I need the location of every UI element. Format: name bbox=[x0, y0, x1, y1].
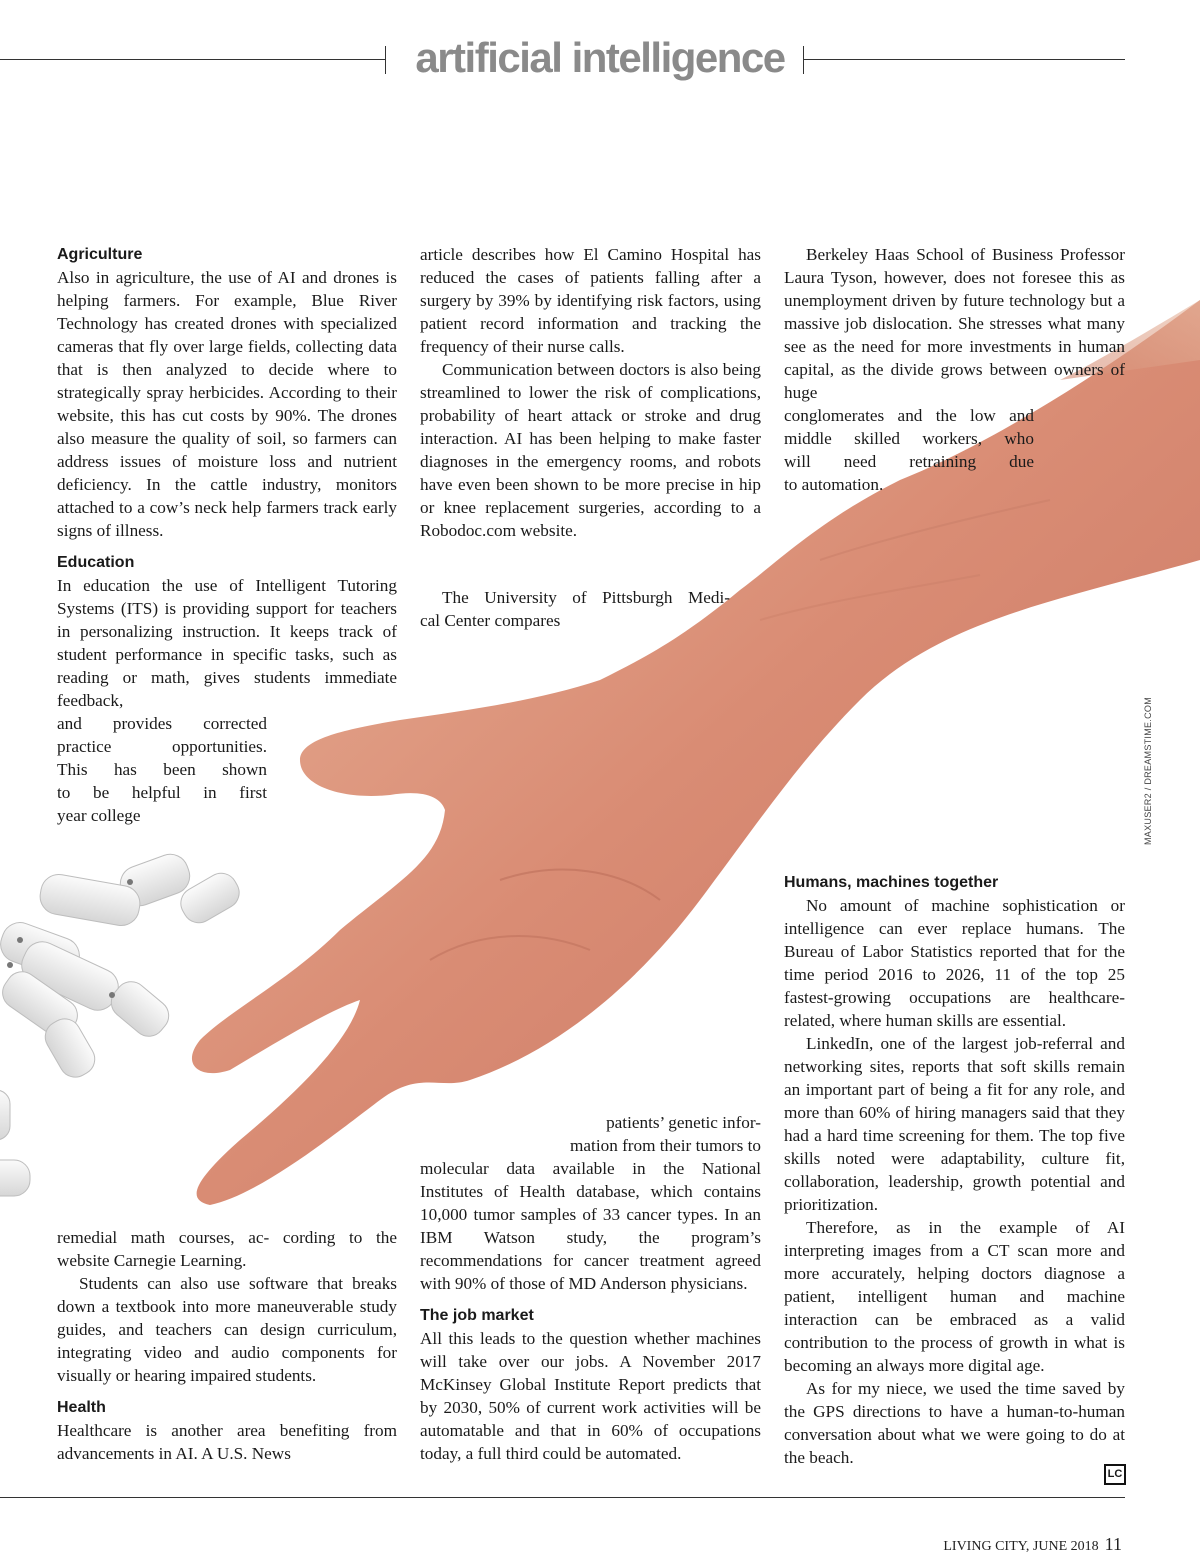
paragraph: Therefore, as in the example of AI interpreting images from a CT scan more and more accurately, helping doctors diagnose a patient, intelligent human and machine interaction can be embraced as a valid contribution to the process of growth in what is becoming an always more digital age. bbox=[784, 1218, 1125, 1375]
text-line: to automation. bbox=[784, 475, 884, 494]
subheading: The job market bbox=[420, 1307, 534, 1324]
column-2-mid-text bbox=[420, 1111, 761, 1157]
header-tick-right bbox=[803, 46, 804, 74]
text-line: conglomerates and the low and bbox=[784, 406, 1034, 425]
column-2-bottom bbox=[420, 1157, 761, 1465]
header-rule-left bbox=[0, 59, 385, 60]
text-line: year college bbox=[57, 806, 141, 825]
column-3-wrap-text bbox=[784, 404, 1034, 496]
column-2-wrap-text bbox=[420, 586, 730, 632]
photo-credit: MAXUSER2 / DREAMSTIME.COM bbox=[1143, 696, 1153, 845]
paragraph: article describes how El Camino Hospital has reduced the cases of patients falling after a surgery by 39% by identifying risk factors, using patient record information and tracking the frequency of their nurse calls. bbox=[420, 245, 761, 356]
page-number: 11 bbox=[1104, 1534, 1122, 1554]
paragraph: As for my niece, we used the time saved by the GPS directions to have a human-to-human conversation about what we were going to do at the beach. bbox=[784, 1379, 1125, 1467]
text-line: The University of Pittsburgh Medi- bbox=[442, 588, 730, 607]
paragraph: All this leads to the question whether machines will take over our jobs. A November 2017 McKinsey Global Institute Report predicts that by 2030, 50% of current work activities will be automatable and that in 60% of occupations today, a full third could be automated. bbox=[420, 1329, 761, 1463]
paragraph: Communication between doctors is also being streamlined to lower the risk of complications, probability of heart attack or stroke and drug interaction. AI has been helping to make faster diagnoses in the emergency rooms, and robots have even been shown to be more precise in hip or knee replacement surgeries, according to a Robodoc.com website. bbox=[420, 360, 761, 540]
footer-rule bbox=[0, 1497, 1125, 1498]
column-1-wrap-text bbox=[57, 712, 267, 827]
column-3-bottom bbox=[784, 871, 1125, 1469]
paragraph: Also in agriculture, the use of AI and drones is helping farmers. For example, Blue River Technology has created drones with specialized cameras that fly over large fields, collecting data that is then analyzed to decide where to strategically spray herbicides. According to their website, this has cut costs by 90%. The drones also measure the quality of soil, so farmers can address issues of moisture loss and nutrient deficiency. In the cattle industry, monitors attached to a cow’s neck help farmers track early signs of illness. bbox=[57, 268, 397, 540]
text-line: will need retraining due bbox=[784, 452, 1034, 471]
paragraph: Students can also use software that breaks down a textbook into more maneuverable study guides, and teachers can design curriculum, integrating video and audio components for visually or hearing impaired students. bbox=[57, 1274, 397, 1385]
column-1-top bbox=[57, 243, 397, 712]
subheading: Health bbox=[57, 1399, 106, 1416]
text-line: middle skilled workers, who bbox=[784, 429, 1034, 448]
text-line: patients’ genetic infor- bbox=[606, 1113, 761, 1132]
paragraph: Berkeley Haas School of Business Professor Laura Tyson, however, does not foresee this as unemployment driven by future technology but a massive job dislocation. She stresses what many see as the need for more investments in human capital, as the divide grows between owners of huge bbox=[784, 245, 1125, 402]
subheading: Agriculture bbox=[57, 246, 143, 263]
text-line: This has been shown bbox=[57, 760, 267, 779]
header-tick-left bbox=[385, 46, 386, 74]
paragraph: No amount of machine sophistication or intelligence can ever replace humans. The Bureau of Labor Statistics reported that for the time period 2016 to 2026, 11 of the top 25 fastest-growing occupations are healthcare-related, where human skills are essential. bbox=[784, 896, 1125, 1030]
paragraph: remedial math courses, ac- cording to the website Carnegie Learning. bbox=[57, 1228, 397, 1270]
section-title: artificial intelligence bbox=[415, 34, 785, 81]
column-1-bottom bbox=[57, 1226, 397, 1465]
text-line: cal Center compares bbox=[420, 611, 561, 630]
paragraph: LinkedIn, one of the largest job-referral and networking sites, reports that soft skills remain an important part of being a fit for any role, and more than 60% of hiring managers said that they had a hard time screening for them. The top five skills noted were adaptability, culture fit, collaboration, leadership, growth potential and prioritization. bbox=[784, 1034, 1125, 1214]
robot-hand bbox=[0, 849, 245, 1196]
text-line: practice opportunities. bbox=[57, 737, 267, 756]
paragraph: In education the use of Intelligent Tutoring Systems (ITS) is providing support for teachers in personalizing instruction. It keeps track of student performance in specific tasks, such as reading or math, gives students immediate feedback, bbox=[57, 576, 397, 710]
column-2-top bbox=[420, 243, 761, 542]
paragraph: Healthcare is another area benefiting from advancements in AI. A U.S. News bbox=[57, 1421, 397, 1463]
text-line: and provides corrected bbox=[57, 714, 267, 733]
text-line: mation from their tumors to bbox=[570, 1136, 761, 1155]
subheading: Humans, machines together bbox=[784, 874, 999, 891]
subheading: Education bbox=[57, 554, 135, 571]
paragraph: molecular data available in the National Institutes of Health database, which contains 10,000 tumor samples of 33 cancer types. In an IBM Watson study, the program’s recommendations for cancer treatment agreed with 90% of those of MD Anderson physicians. bbox=[420, 1159, 761, 1293]
publication-name: LIVING CITY, JUNE 2018 bbox=[943, 1539, 1099, 1554]
end-mark-logo: LC bbox=[1104, 1464, 1126, 1485]
column-3-top bbox=[784, 243, 1125, 404]
header-rule-right bbox=[803, 59, 1125, 60]
text-line: to be helpful in first bbox=[57, 783, 267, 802]
page-footer bbox=[943, 1534, 1122, 1555]
